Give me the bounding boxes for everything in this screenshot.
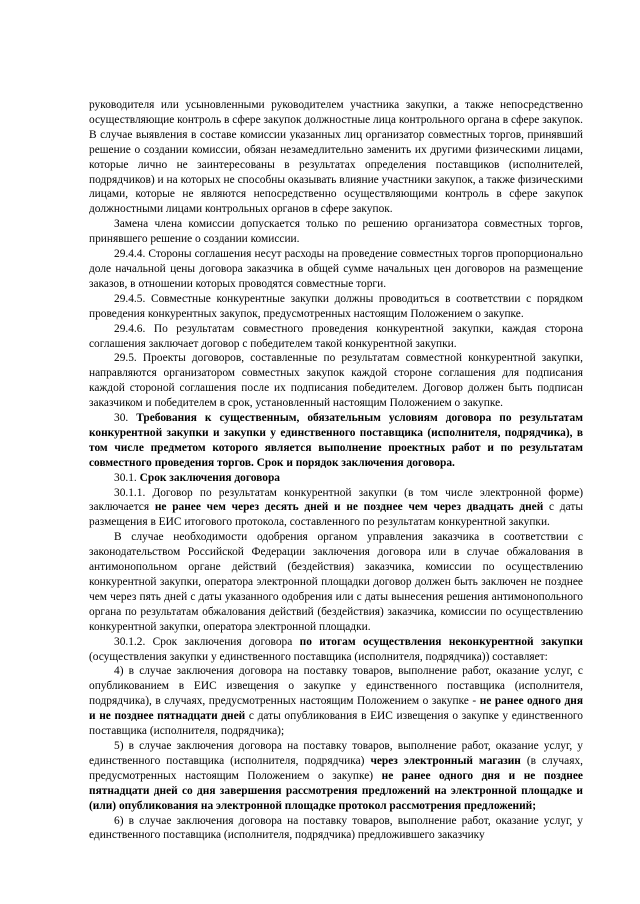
document-paragraph [89, 247, 583, 292]
document-paragraph [89, 486, 583, 531]
text-segment: (осуществления закупки у единственного поставщика (исполнителя, подрядчика)) составляет: [89, 650, 548, 663]
text-segment: с даты опубликования в ЕИС извещения о закупке у единственного поставщика (исполнителя, подрядчика); [89, 710, 583, 738]
document-paragraph [89, 635, 583, 665]
text-segment: 30.1.2. Срок заключения договора [114, 635, 300, 648]
document-paragraph [89, 322, 583, 352]
document-paragraph [89, 814, 583, 844]
text-segment: 4) в случае заключения договора на поставку товаров, выполнение работ, оказание услуг, с опубликованием в ЕИС извещения о закупке у единственного поставщика (исполнителя, подрядчика), в случаях, предусмотренных настоящим Положением о закупке - [89, 665, 583, 708]
document-paragraph [89, 351, 583, 411]
document-paragraph [89, 664, 583, 739]
bold-text-segment: не ранее одного дня и не позднее пятнадцати дней [89, 695, 583, 723]
document-paragraph [89, 530, 583, 634]
text-segment: 5) в случае заключения договора на поставку товаров, выполнение работ, оказание услуг, у единственного поставщика (исполнителя, подрядчика) [89, 739, 583, 767]
document-paragraph [89, 98, 583, 217]
text-segment: В случае необходимости одобрения органом управления заказчика в соответствии с законодательством Российской Федерации заключения договора или в случае обжалования в антимонопольном органе действий (бездействия) заказчика, комиссии по осуществлению конкурентной закупки, оператора электронной площадки договор должен быть заключен не позднее чем через пять дней с даты указанного одобрения или с даты вынесения решения антимонопольного органа по результатам обжалования действий (бездействия) заказчика, комиссии по осуществлению конкурентной закупки, оператора электронной площадки. [89, 531, 583, 633]
text-segment: 29.5. Проекты договоров, составленные по результатам совместной конкурентной закупки, направляются организатором совместных закупок каждой стороне соглашения для подписания каждой стороной соглашения после их подписания победителем. Договор должен быть подписан заказчиком и победителем в срок, установленный настоящим Положением о закупке. [89, 352, 583, 410]
text-segment: 30.1.1. Договор по результатам конкурентной закупки (в том числе электронной форме) заключается [89, 486, 583, 514]
document-paragraph [89, 217, 583, 247]
document-paragraph [89, 471, 583, 486]
bold-text-segment: по итогам осуществления неконкурентной закупки [299, 635, 583, 648]
document-paragraph [89, 739, 583, 814]
text-segment: 6) в случае заключения договора на поставку товаров, выполнение работ, оказание услуг, у единственного поставщика (исполнителя, подрядчика) предложившего заказчику [89, 814, 583, 842]
text-segment: Замена члена комиссии допускается только по решению организатора совместных торгов, принявшего решение о создании комиссии. [89, 218, 583, 246]
text-segment: 30.1. [114, 471, 140, 484]
document-body [89, 98, 583, 843]
document-paragraph [89, 411, 583, 471]
bold-text-segment: не ранее чем через десять дней и не позднее чем через двадцать дней [154, 501, 544, 514]
text-segment: с даты размещения в ЕИС итогового протокола, составленного по результатам конкурентной закупки. [89, 501, 583, 529]
text-segment: 29.4.4. Стороны соглашения несут расходы на проведение совместных торгов пропорционально доле начальной цены договора заказчика в общей сумме начальных цен договоров на размещение заказов, в отношении которых проводятся совместные торги. [89, 248, 583, 290]
text-segment: 29.4.5. Совместные конкурентные закупки должны проводиться в соответствии с порядком проведения конкурентных закупок, предусмотренных настоящим Положением о закупке. [89, 292, 583, 320]
text-segment: руководителя или усыновленными руководителем участника закупки, а также непосредственно осуществляющие контроль в сфере закупок должностные лица контрольного органа в сфере закупок. В случае выявления в составе комиссии указанных лиц организатор совместных торгов, принявший решение о создании комиссии, обязан незамедлительно заменить их другими физическими лицами, которые лично не заинтересованы в результатах определения поставщиков (исполнителей, подрядчиков) и на которых не способны оказывать влияние участники закупок, а также физическими лицами, которые не являются непосредственно осуществляющими контроль в сфере закупок должностными лицами контрольных органов в сфере закупок. [89, 99, 583, 216]
bold-text-segment: не ранее одного дня и не позднее пятнадцати дней со дня завершения рассмотрения предложений на электронной площадке и (или) опубликования на электронной площадке протокол рассмотрения предложений; [89, 769, 583, 812]
text-segment: (в случаях, предусмотренных настоящим Положением о закупке) [89, 754, 583, 782]
text-segment: 30. [114, 412, 137, 425]
bold-text-segment: через электронный магазин [370, 754, 521, 767]
document-paragraph [89, 292, 583, 322]
bold-text-segment: Срок заключения договора [139, 471, 280, 484]
bold-text-segment: Требования к существенным, обязательным условиям договора по результатам конкурентной закупки и закупки у единственного поставщика (исполнителя, подрядчика), в том числе предметом которого является выполнение проектных работ и по результатам совместного проведения торгов. Срок и порядок заключения договора. [89, 412, 583, 469]
text-segment: 29.4.6. По результатам совместного проведения конкурентной закупки, каждая сторона соглашения заключает договор с победителем такой конкурентной закупки. [89, 322, 583, 350]
